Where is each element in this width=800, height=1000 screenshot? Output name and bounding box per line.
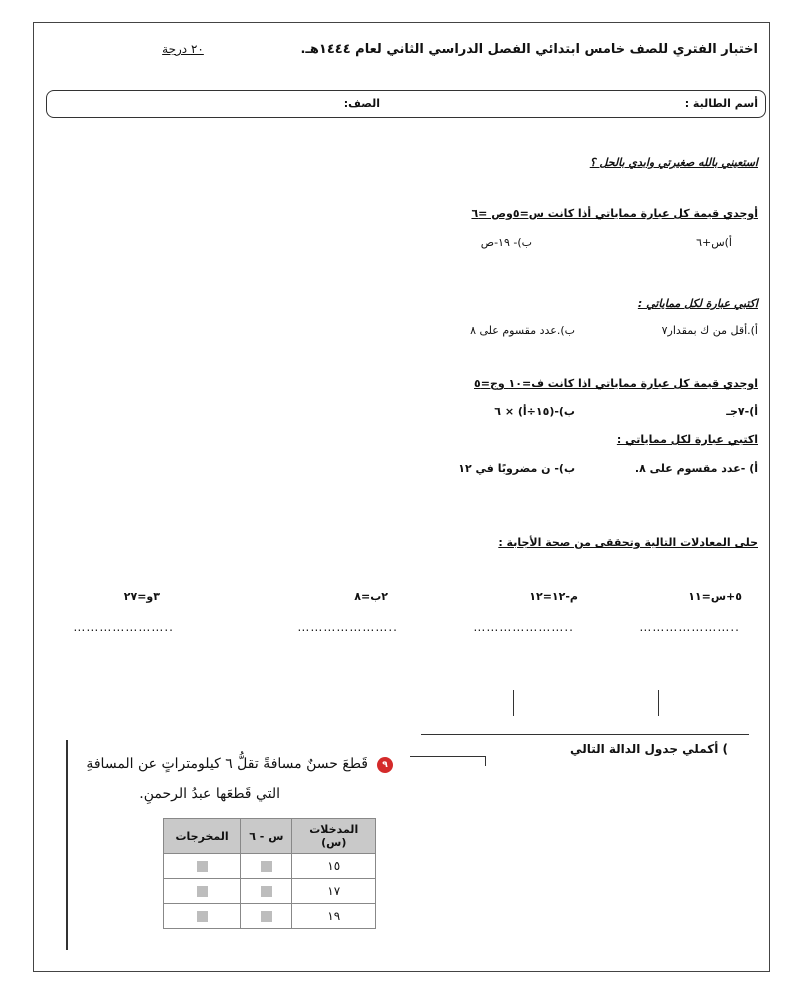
problem-text-line2: التي قَطعَها عبدُ الرحمنِ. [139, 786, 280, 802]
q1-part-a: أ)س+٦ [696, 236, 732, 249]
answer-blank-1[interactable]: ………………….. [639, 620, 740, 634]
table-header-input: المدخلات (س) [292, 819, 376, 854]
student-name-label: أسم الطالبة : [684, 97, 758, 110]
section-rule [421, 734, 749, 735]
equation-2: م-١٢=١٢ [529, 590, 578, 603]
clip-bracket [410, 756, 485, 757]
table-header-output: المخرجات [164, 819, 241, 854]
intro-text: استعيني بالله صغيرتي وابدي بالحل ؟ [589, 156, 758, 169]
q4-part-b: ب)- ن مضروبًا في ١٢ [458, 462, 575, 475]
blank-square [197, 861, 208, 872]
blank-square [261, 911, 272, 922]
q5-heading: حلى المعادلات التالية وتحققى من صحة الأجابة : [498, 536, 758, 549]
q2-part-b: ب).عدد مقسوم على ٨ [470, 324, 575, 337]
class-label: الصف: [343, 97, 380, 110]
q3-part-a: أ)-٧جـ [726, 405, 758, 418]
equation-1: ٥+س=١١ [688, 590, 742, 603]
blank-square [261, 886, 272, 897]
student-info-box [46, 90, 766, 118]
divider-mark [658, 690, 659, 716]
table-cell-blank[interactable] [164, 854, 241, 879]
answer-blank-4[interactable]: ………………….. [73, 620, 174, 634]
blank-square [197, 911, 208, 922]
equation-3: ٢ب=٨ [354, 590, 388, 603]
blank-square [197, 886, 208, 897]
q1-part-b: ب)- ١٩-ص [480, 236, 532, 249]
table-row [164, 879, 376, 904]
q6-heading: ) أكملي جدول الدالة التالي [570, 742, 728, 756]
q3-part-b: ب)-(١٥÷أ) × ٦ [494, 405, 575, 418]
table-cell-input: ١٩ [292, 904, 376, 929]
blank-square [261, 861, 272, 872]
q4-heading: اكتبي عبارة لكل مماياتي : [616, 433, 758, 446]
clip-bracket [485, 756, 486, 766]
table-cell-blank[interactable] [164, 904, 241, 929]
exam-title: اختبار الفتري للصف خامس ابتدائي الفصل الدراسي الثاني لعام ١٤٤٤هـ. [300, 42, 758, 57]
q2-heading: اكتبي عبارة لكل مماياتي : [637, 297, 758, 310]
q4-part-a: أ) -عدد مقسوم على ٨. [634, 462, 758, 475]
table-cell-blank[interactable] [241, 904, 292, 929]
problem-number-badge: ٩ [377, 757, 393, 773]
answer-blank-2[interactable]: ………………….. [473, 620, 574, 634]
clip-border-left [66, 740, 68, 950]
q1-heading: أوجدي قيمة كل عبارة مماياتي أذا كانت س=٥وص =٦ [471, 207, 758, 220]
table-cell-blank[interactable] [241, 879, 292, 904]
table-row [164, 854, 376, 879]
problem-text-line1: قَطعَ حسنٌ مسافةً تقلُّ ٦ كيلومتراتٍ عن المسافةِ [86, 756, 368, 772]
table-cell-input: ١٥ [292, 854, 376, 879]
divider-mark [513, 690, 514, 716]
table-header-rule: س - ٦ [241, 819, 292, 854]
equation-4: ٣و=٢٧ [123, 590, 160, 603]
answer-blank-3[interactable]: ………………….. [297, 620, 398, 634]
table-cell-blank[interactable] [241, 854, 292, 879]
table-cell-input: ١٧ [292, 879, 376, 904]
function-table [163, 818, 376, 929]
table-cell-blank[interactable] [164, 879, 241, 904]
q3-heading: اوجدي قيمة كل عبارة مماياتي اذا كانت ف=١٠ وج=٥ [474, 377, 758, 390]
q2-part-a: أ).أقل من ك بمقدار٧ [661, 324, 758, 337]
total-score: ٢٠ درجة [162, 42, 204, 56]
table-row [164, 904, 376, 929]
